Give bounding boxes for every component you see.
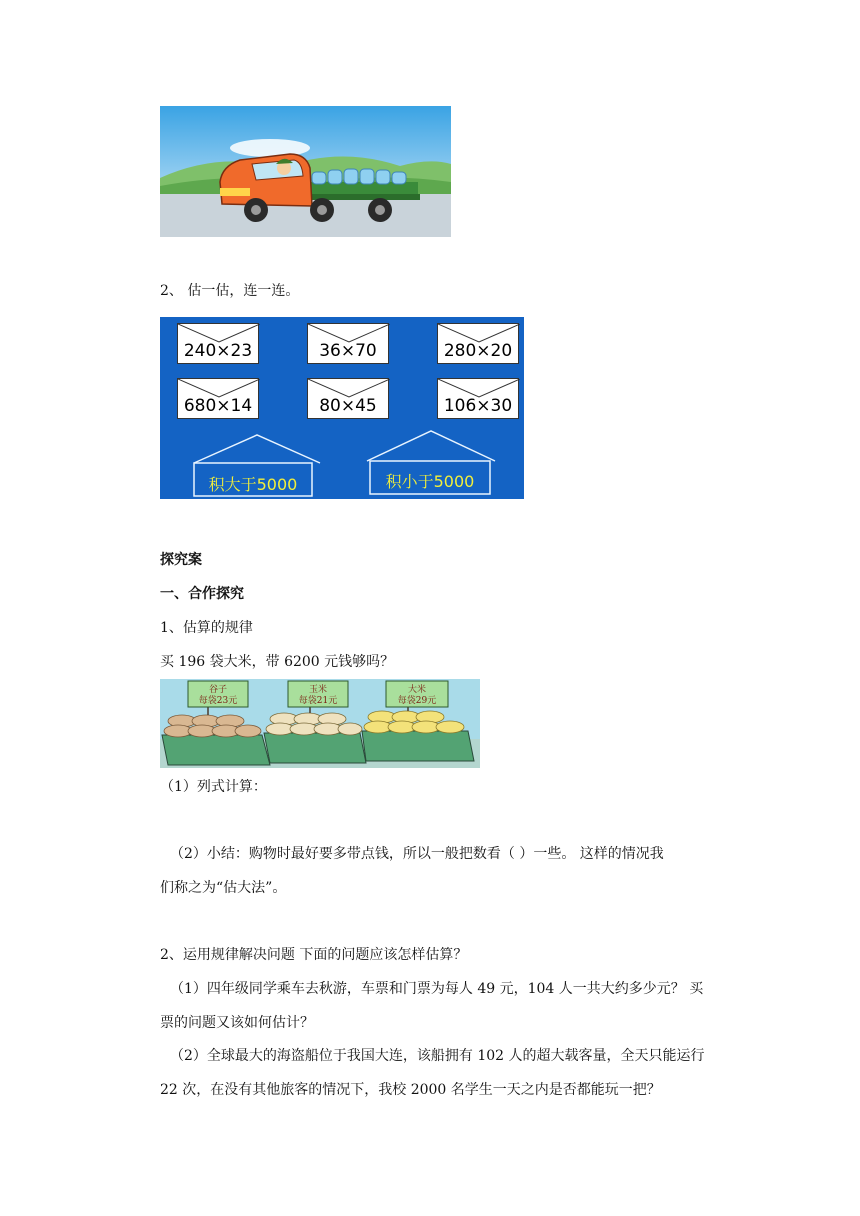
- apply-q2-line2: 22 次，在没有其他旅客的情况下，我校 2000 名学生一天之内是否都能玩一把？: [160, 1082, 661, 1098]
- house-less-label[interactable]: 积小于5000: [385, 472, 475, 491]
- estimate-matching-panel: [160, 317, 524, 499]
- envelope-expression: 106×30: [443, 396, 513, 416]
- envelope-expression: 680×14: [183, 396, 253, 416]
- apply-title: 2、运用规律解决问题 下面的问题应该怎样估算？: [160, 947, 468, 963]
- grain-sign-price: 每袋29元: [397, 696, 437, 706]
- envelope-expression: 80×45: [319, 396, 377, 416]
- apply-q1-line2: 票的问题又该如何估计？: [160, 1015, 314, 1031]
- grain-sign-name: 谷子: [208, 685, 228, 695]
- truck-illustration: [160, 106, 451, 237]
- summary-line-2: 们称之为“估大法”。: [160, 880, 287, 896]
- grain-sign-price: 每袋21元: [298, 696, 338, 706]
- question-rice: 买 196 袋大米，带 6200 元钱够吗？: [160, 654, 395, 670]
- apply-q2-line1: （2）全球最大的海盗船位于我国大连，该船拥有 102 人的超大载客量，全天只能运行: [170, 1048, 705, 1064]
- envelope-expression: 280×20: [443, 341, 513, 361]
- step-calc: （1）列式计算：: [160, 779, 267, 795]
- summary-line-1: （2）小结：购物时最好要多带点钱，所以一般把数看（ ）一些。 这样的情况我: [170, 846, 664, 862]
- apply-q1-line1: （1）四年级同学乘车去秋游，车票和门票为每人 49 元，104 人一共大约多少元？ 买: [170, 981, 704, 997]
- rule-title: 1、估算的规律: [160, 620, 253, 636]
- coop-heading: 一、合作探究: [160, 586, 244, 602]
- explore-heading: 探究案: [160, 552, 202, 568]
- grain-price-illustration: [160, 679, 480, 768]
- grain-sign-price: 每袋23元: [198, 696, 238, 706]
- grain-sign-name: 玉米: [308, 685, 328, 695]
- grain-sign-name: 大米: [407, 685, 427, 695]
- house-greater-label[interactable]: 积大于5000: [208, 475, 298, 494]
- envelope-expression: 240×23: [183, 341, 253, 361]
- envelope-expression: 36×70: [319, 341, 377, 361]
- section2-title: 2、 估一估，连一连。: [160, 283, 300, 299]
